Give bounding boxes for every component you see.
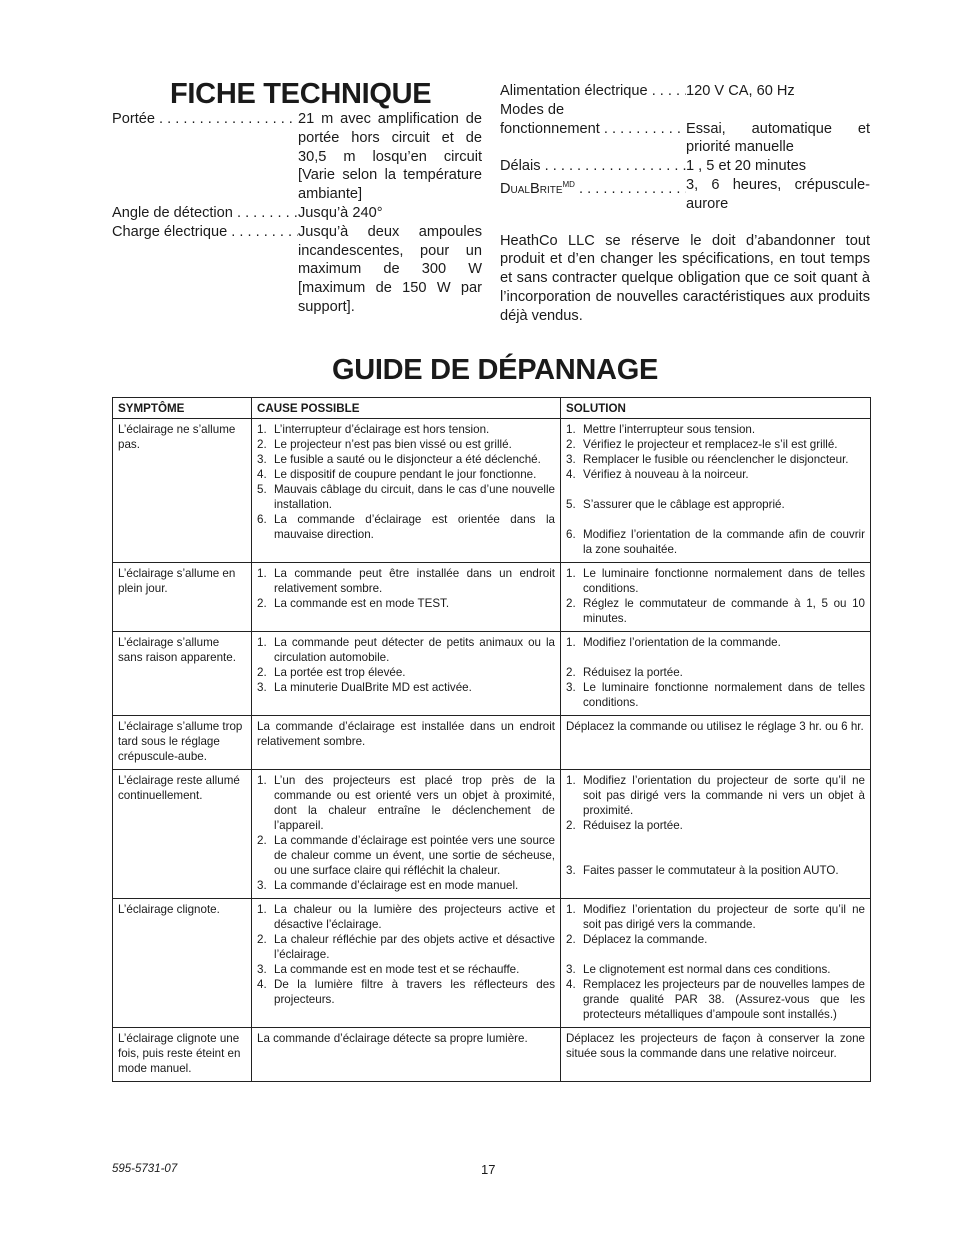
list-item: 1. Modifiez l’orientation du projecteur de sorte qu’il ne soit pas dirigé vers la commande.	[566, 903, 865, 931]
table-row	[113, 563, 871, 632]
symptom-cell: L’éclairage s’allume sans raison apparente.	[113, 632, 252, 716]
trademark-mark: MD	[562, 179, 575, 189]
symptom-cell: L’éclairage s’allume en plein jour.	[113, 563, 252, 632]
spec-right-column	[500, 82, 870, 340]
list-item: 1. La commande peut détecter de petits animaux ou la circulation automobile.	[257, 636, 555, 664]
spec-row-modes	[500, 101, 870, 120]
table-row	[113, 770, 871, 899]
spec-value	[686, 101, 870, 120]
cause-list	[257, 566, 555, 611]
spec-value: Jusqu’à 240°	[298, 204, 383, 221]
solution-list	[566, 773, 865, 878]
list-item: 6. La commande d’éclairage est orientée dans la mauvaise direction.	[257, 513, 555, 541]
cause-cell: La commande d’éclairage détecte sa propre lumière.	[252, 1028, 561, 1082]
solution-list	[566, 902, 865, 1022]
list-item: 1. Le luminaire fonctionne normalement dans de telles conditions.	[566, 567, 865, 595]
list-item: 2. Vérifiez le projecteur et remplacez-le s’il est grillé.	[566, 438, 838, 451]
guide-title: GUIDE DE DÉPANNAGE	[332, 354, 658, 386]
list-item: 3. Remplacer le fusible ou réenclencher le disjoncteur.	[566, 453, 849, 466]
solution-cell: Déplacez les projecteurs de façon à conserver la zone située sous la commande dans une relative noirceur.	[561, 1028, 871, 1082]
list-item: 3. La commande d’éclairage est en mode manuel.	[257, 879, 519, 892]
page-number: 17	[481, 1162, 496, 1177]
spec-value: 21 m avec amplification de portée hors circuit et de 30,5 m losqu’en circuit [Varie selon la température ambiante]	[298, 111, 482, 203]
list-item: 3. Le clignotement est normal dans ces conditions.	[566, 963, 831, 976]
list-item: 4. De la lumière filtre à travers les réflecteurs des projecteurs.	[257, 978, 555, 1006]
spec-label: Alimentation électrique . . .	[500, 82, 686, 101]
list-item: 4. Remplacez les projecteurs par de nouvelles lampes de grande qualité PAR 38. (Assurez-vous que les protecteurs métalliques d’ampoule sont installés.)	[566, 978, 865, 1021]
disclaimer-paragraph: HeathCo LLC se réserve le doit d’abandonner tout produit et d’en changer les spécifications, en tout temps et sans contracter quelque obligation que ce soit quant à l’incorporation de nouvelles caractéristiques aux produits déjà vendus.	[500, 232, 870, 324]
spec-value: 1 , 5 et 20 minutes	[686, 158, 807, 175]
cause-cell	[252, 770, 561, 899]
list-item: 3. La minuterie DualBrite MD est activée.	[257, 681, 472, 694]
solution-list	[566, 566, 865, 626]
spec-row-range	[112, 110, 482, 204]
list-item: 4. Vérifiez à nouveau à la noirceur.	[566, 468, 749, 481]
table-header-row	[113, 398, 871, 419]
cause-list	[257, 635, 555, 695]
list-item: 1. Modifiez l’orientation du projecteur de sorte qu’il ne soit pas dirigé vers la commande ni vers un objet à proximité.	[566, 774, 865, 817]
list-item: 2. Déplacez la commande.	[566, 933, 708, 946]
list-item: 3. Le luminaire fonctionne normalement dans de telles conditions.	[566, 681, 865, 709]
spec-row-dualbrite	[500, 176, 870, 214]
spec-label: fonctionnement . . .	[500, 120, 686, 158]
list-item: 3. La commande est en mode test et se réchauffe.	[257, 963, 520, 976]
list-item: 2. Réglez le commutateur de commande à 1, 5 ou 10 minutes.	[566, 597, 865, 625]
table-row	[113, 716, 871, 770]
cause-cell	[252, 419, 561, 563]
solution-list	[566, 422, 865, 557]
header-solution: SOLUTION	[561, 398, 871, 419]
symptom-cell: L’éclairage clignote.	[113, 899, 252, 1028]
spec-title: FICHE TECHNIQUE	[170, 78, 432, 110]
table-row	[113, 632, 871, 716]
spec-label: Portée . . .	[112, 110, 298, 204]
solution-cell	[561, 899, 871, 1028]
list-item: 1. L’un des projecteurs est placé trop près de la commande ou est orienté vers un objet à proximité, dont la chaleur entraîne le déclenchement de l’appareil.	[257, 774, 555, 832]
list-item: 3. Faites passer le commutateur à la position AUTO.	[566, 864, 839, 877]
spec-label: Angle de détection . . .	[112, 204, 298, 223]
symptom-cell: L’éclairage ne s’allume pas.	[113, 419, 252, 563]
troubleshooting-table	[112, 397, 871, 1082]
cause-cell	[252, 563, 561, 632]
table-row	[113, 1028, 871, 1082]
spec-value: Jusqu’à deux ampoules incandescentes, pour un maximum de 300 W [maximum de 150 W par support].	[298, 223, 482, 315]
solution-cell	[561, 770, 871, 899]
spec-label: Délais . . .	[500, 157, 686, 176]
symptom-cell: L’éclairage clignote une fois, puis reste éteint en mode manuel.	[113, 1028, 252, 1082]
list-item: 3. Le fusible a sauté ou le disjoncteur a été déclenché.	[257, 453, 541, 466]
document-code: 595-5731-07	[112, 1163, 178, 1175]
list-item: 4. Le dispositif de coupure pendant le jour fonctionne.	[257, 468, 537, 481]
solution-cell	[561, 563, 871, 632]
solution-cell: Déplacez la commande ou utilisez le réglage 3 hr. ou 6 hr.	[561, 716, 871, 770]
spec-value: 120 V CA, 60 Hz	[686, 83, 795, 99]
list-item: 2. Réduisez la portée.	[566, 819, 683, 832]
spec-row-operation	[500, 120, 870, 158]
symptom-cell: L’éclairage s’allume trop tard sous le réglage crépuscule-aube.	[113, 716, 252, 770]
cause-list	[257, 422, 555, 542]
spec-label: Modes de	[500, 101, 565, 118]
list-item: 2. La commande d’éclairage est pointée vers une source de chaleur comme un évent, une sortie de sécheuse, ou une surface claire qui réfléchit la chaleur.	[257, 834, 555, 877]
table-row	[113, 899, 871, 1028]
spec-row-load	[112, 223, 482, 317]
list-item: 1. L’interrupteur d’éclairage est hors tension.	[257, 423, 490, 436]
solution-cell	[561, 632, 871, 716]
list-item: 5. Mauvais câblage du circuit, dans le cas d’une nouvelle installation.	[257, 483, 555, 511]
spec-row-power	[500, 82, 870, 101]
list-item: 1. La chaleur ou la lumière des projecteurs active et désactive l’éclairage.	[257, 903, 555, 931]
list-item: 2. La chaleur réfléchie par des objets active et désactive l’éclairage.	[257, 933, 555, 961]
cause-cell	[252, 632, 561, 716]
solution-cell	[561, 419, 871, 563]
brand-name: DualBrite	[500, 180, 563, 197]
spec-left-column	[112, 110, 482, 317]
table-row	[113, 419, 871, 563]
spec-row-delays	[500, 157, 870, 176]
list-item: 6. Modifiez l’orientation de la commande afin de couvrir la zone souhaitée.	[566, 528, 865, 556]
cause-list	[257, 902, 555, 1007]
list-item: 1. Modifiez l’orientation de la commande.	[566, 636, 781, 649]
list-item: 2. La commande est en mode TEST.	[257, 597, 450, 610]
header-symptom: SYMPTÔME	[113, 398, 252, 419]
symptom-cell: L’éclairage reste allumé continuellement.	[113, 770, 252, 899]
cause-list	[257, 773, 555, 893]
cause-cell	[252, 899, 561, 1028]
list-item: 1. Mettre l’interrupteur sous tension.	[566, 423, 756, 436]
list-item: 2. Le projecteur n’est pas bien vissé ou est grillé.	[257, 438, 512, 451]
spec-label	[500, 176, 686, 214]
cause-cell: La commande d’éclairage est installée dans un endroit relativement sombre.	[252, 716, 561, 770]
solution-list	[566, 635, 865, 710]
list-item: 1. La commande peut être installée dans un endroit relativement sombre.	[257, 567, 555, 595]
header-cause: CAUSE POSSIBLE	[252, 398, 561, 419]
list-item: 2. La portée est trop élevée.	[257, 666, 406, 679]
spec-value: Essai, automatique et priorité manuelle	[686, 120, 870, 156]
spec-row-angle	[112, 204, 482, 223]
list-item: 2. Réduisez la portée.	[566, 666, 683, 679]
spec-label: Charge électrique . . .	[112, 223, 298, 317]
list-item: 5. S’assurer que le câblage est approprié.	[566, 498, 785, 511]
spec-value: 3, 6 heures, crépuscule-aurore	[686, 176, 870, 212]
